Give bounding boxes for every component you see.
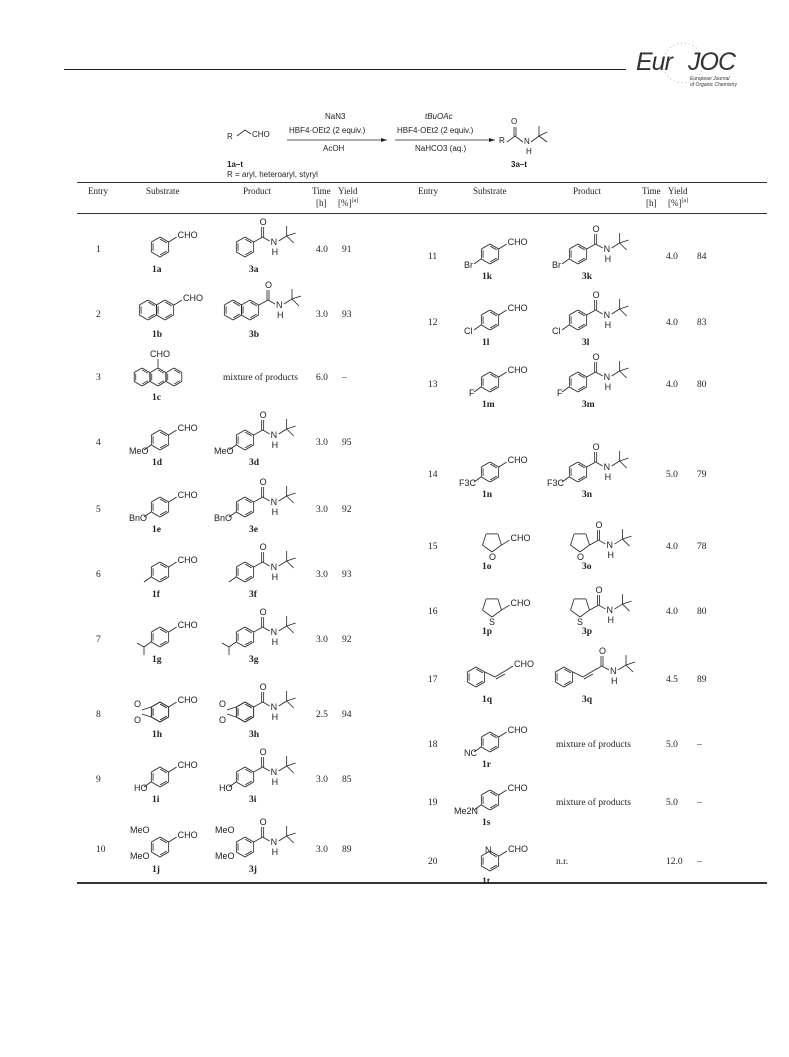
n-label: N (606, 540, 614, 551)
reaction-yield: – (342, 373, 347, 383)
substrate-structure (454, 774, 560, 825)
reaction-time: 3.0 (316, 310, 328, 320)
heteroatom-label: O (489, 552, 497, 562)
h-label: H (604, 382, 612, 392)
o-label: O (592, 352, 600, 362)
product-note: n.r. (556, 857, 569, 867)
scheme-product-r: R (499, 136, 505, 145)
substrate-label: 1m (482, 400, 495, 410)
reaction-time: 3.0 (316, 845, 328, 855)
table-entry: 15 (428, 542, 438, 552)
reaction-yield: 89 (342, 845, 352, 855)
product-structure (215, 542, 315, 597)
o-label: O (259, 542, 267, 552)
substituent-label: F3C (459, 478, 477, 488)
substrate-label: 1r (482, 760, 491, 770)
o-label: O (219, 699, 227, 709)
product-label: 3h (249, 730, 260, 740)
reaction-time: 4.0 (666, 318, 678, 328)
reaction-yield: 95 (342, 438, 352, 448)
reaction-yield: 92 (342, 635, 352, 645)
cho-label: CHO (507, 237, 528, 247)
o-label: O (134, 699, 142, 709)
scheme-start-label: 1a–t (227, 160, 244, 169)
reaction-time: 5.0 (666, 470, 678, 480)
substituent-label: F (469, 388, 475, 398)
substituent-label: BnO (214, 513, 233, 523)
o-label: O (134, 715, 142, 725)
n-label: N (270, 562, 278, 572)
scheme-product-o: O (511, 117, 518, 126)
cho-label: CHO (183, 293, 203, 303)
scheme-reactant: CHO (252, 130, 270, 139)
n-label: N (270, 237, 278, 247)
n-label: N (603, 310, 611, 320)
header-product-left: Product (243, 186, 271, 196)
o-label: O (259, 747, 267, 757)
reaction-yield: 84 (697, 252, 707, 262)
product-structure (548, 352, 648, 407)
cho-label: CHO (507, 455, 528, 465)
substituent-label: MeO (129, 446, 149, 456)
h-label: H (607, 615, 615, 626)
h-label: H (271, 247, 279, 257)
table-entry: 12 (428, 318, 438, 328)
cho-label: CHO (177, 695, 198, 705)
table-top-rule (77, 182, 767, 183)
product-label: 3o (582, 562, 592, 572)
reaction-yield: 89 (697, 675, 707, 685)
reaction-scheme (225, 108, 565, 180)
table-header-rule (77, 213, 767, 214)
o-label: O (595, 520, 603, 531)
scheme-step1-solvent: AcOH (323, 144, 345, 153)
o-label: O (592, 442, 600, 452)
heteroatom-label: O (577, 552, 585, 562)
substituent-label: NC (464, 748, 477, 758)
header-product-right: Product (573, 186, 601, 196)
header-yield-right: Yield (668, 186, 688, 196)
cho-label: CHO (177, 830, 198, 840)
reaction-yield: 78 (697, 542, 707, 552)
cho-label: CHO (177, 620, 198, 630)
product-label: 3m (582, 400, 595, 410)
product-label: 3f (249, 590, 257, 600)
o-label: O (259, 607, 267, 617)
product-structure (215, 280, 315, 337)
substituent-label: MeO (214, 446, 234, 456)
substrate-label: 1j (152, 865, 160, 875)
header-yield-unit-right: [%][a] (668, 198, 689, 208)
o-label: O (592, 290, 600, 300)
o-label: O (592, 224, 600, 234)
header-time-unit-right: [h] (646, 198, 657, 208)
cho-label: CHO (177, 490, 198, 500)
n-label: N (603, 372, 611, 382)
reaction-yield: 91 (342, 245, 352, 255)
substrate-label: 1c (152, 393, 161, 403)
table-entry: 10 (96, 845, 106, 855)
n-label: N (270, 430, 278, 440)
reaction-yield: 93 (342, 570, 352, 580)
o-label: O (259, 477, 267, 487)
reaction-time: 12.0 (666, 857, 683, 867)
substrate-label: 1l (482, 338, 490, 348)
product-label: 3p (582, 627, 593, 637)
substituent-label: F3C (547, 478, 565, 488)
scheme-product-n: N (524, 137, 530, 146)
scheme-product-h: H (526, 147, 532, 156)
o-label: O (219, 715, 227, 725)
substituent-label: Br (552, 260, 561, 270)
table-entry: 13 (428, 380, 438, 390)
table-entry: 4 (96, 438, 101, 448)
substrate-label: 1g (152, 655, 162, 665)
table-entry: 19 (428, 798, 438, 808)
h-label: H (271, 777, 279, 787)
product-structure (215, 607, 315, 662)
o-label: O (259, 410, 267, 420)
reaction-time: 5.0 (666, 740, 678, 750)
reaction-yield: 94 (342, 710, 352, 720)
scheme-r-definition: R = aryl, heteroaryl, styryl (227, 170, 318, 179)
product-structure (547, 442, 648, 497)
n-label: N (603, 244, 611, 254)
n-label: N (606, 605, 614, 616)
header-entry-right: Entry (418, 186, 438, 196)
meo-label: MeO (130, 825, 150, 835)
substrate-structure (460, 716, 560, 767)
substrate-label: 1k (482, 272, 493, 282)
substituent-label: F (557, 388, 563, 398)
product-label: 3a (249, 265, 259, 275)
reaction-time: 4.5 (666, 675, 678, 685)
substrate-label: 1e (152, 525, 161, 535)
cho-label: CHO (507, 783, 528, 793)
n-label: N (270, 497, 278, 507)
header-rule (64, 69, 626, 70)
product-label: 3d (249, 458, 260, 468)
o-label: O (259, 817, 267, 827)
reaction-time: 3.0 (316, 635, 328, 645)
product-structure (548, 583, 648, 634)
table-entry: 7 (96, 635, 101, 645)
substrate-label: 1d (152, 458, 163, 468)
substituent-label: Cl (464, 326, 473, 336)
header-substrate-left: Substrate (146, 186, 180, 196)
cho-label: CHO (177, 423, 198, 433)
n-label: N (270, 767, 278, 777)
n-label: N (603, 462, 611, 472)
cho-label: CHO (514, 659, 534, 669)
substituent-label: BnO (129, 513, 148, 523)
reaction-yield: – (697, 857, 702, 867)
substrate-structure (460, 228, 560, 279)
meo-label: MeO (130, 851, 150, 861)
table-entry: 5 (96, 505, 101, 515)
meo-label: MeO (215, 851, 235, 861)
meo-label: MeO (215, 825, 235, 835)
reaction-time: 4.0 (666, 607, 678, 617)
product-structure (548, 290, 648, 345)
table-entry: 11 (428, 252, 438, 262)
reaction-time: 3.0 (316, 505, 328, 515)
substrate-structure (130, 349, 230, 400)
reaction-yield: 92 (342, 505, 352, 515)
cho-label: CHO (150, 349, 170, 359)
substrate-structure (460, 651, 560, 702)
substituent-label: Br (464, 260, 473, 270)
cho-label: CHO (510, 598, 531, 609)
table-entry: 18 (428, 740, 438, 750)
product-note: mixture of products (556, 798, 631, 808)
substituent-label: HO (134, 783, 148, 793)
reaction-yield: 93 (342, 310, 352, 320)
cho-label: CHO (510, 533, 531, 544)
product-label: 3i (249, 795, 257, 805)
table-entry: 3 (96, 373, 101, 383)
cho-label: CHO (177, 230, 198, 240)
header-yield-left: Yield (338, 186, 358, 196)
table-entry: 14 (428, 470, 438, 480)
reaction-time: 5.0 (666, 798, 678, 808)
reaction-yield: 80 (697, 607, 707, 617)
h-label: H (271, 712, 279, 722)
substrate-label: 1f (152, 590, 160, 600)
o-label: O (259, 682, 267, 692)
substrate-structure (460, 356, 560, 407)
table-entry: 6 (96, 570, 101, 580)
o-label: O (259, 217, 267, 227)
scheme-step1-reagent: NaN3 (325, 112, 346, 121)
header-time-unit-left: [h] (316, 198, 327, 208)
substrate-structure (460, 446, 560, 497)
h-label: H (277, 310, 284, 320)
substrate-label: 1b (152, 330, 163, 340)
substrate-label: 1i (152, 795, 160, 805)
product-structure (214, 410, 315, 465)
reaction-time: 2.5 (316, 710, 328, 720)
scheme-product-label: 3a–t (511, 160, 528, 169)
product-label: 3k (582, 272, 593, 282)
product-structure (215, 682, 315, 737)
header-entry-left: Entry (88, 186, 108, 196)
reaction-time: 4.0 (666, 380, 678, 390)
product-label: 3n (582, 490, 593, 500)
reaction-yield: 83 (697, 318, 707, 328)
product-structure (548, 646, 648, 702)
cho-label: CHO (177, 555, 198, 565)
n-label: N (610, 666, 617, 676)
logo-joc: JOC (688, 48, 735, 76)
cho-label: CHO (177, 760, 198, 770)
logo-subtitle: European Journal of Organic Chemistry (690, 76, 737, 88)
cho-label: CHO (507, 303, 528, 313)
o-label: O (599, 646, 607, 656)
substrate-label: 1a (152, 265, 162, 275)
product-label: 3b (249, 330, 260, 340)
header-substrate-right: Substrate (473, 186, 507, 196)
h-label: H (271, 847, 279, 857)
cho-label: CHO (507, 365, 528, 375)
table-entry: 9 (96, 775, 101, 785)
header-time-right: Time (642, 186, 661, 196)
product-structure (215, 217, 315, 272)
h-label: H (604, 320, 612, 330)
product-note: mixture of products (556, 740, 631, 750)
substrate-structure (460, 518, 560, 569)
h-label: H (271, 572, 279, 582)
table-entry: 16 (428, 607, 438, 617)
product-structure (215, 817, 315, 872)
cho-label: CHO (508, 844, 528, 854)
table-entry: 17 (428, 675, 438, 685)
substrate-label: 1n (482, 490, 493, 500)
n-label: N (276, 300, 283, 310)
scheme-r: R (227, 132, 233, 141)
h-label: H (604, 472, 612, 482)
substrate-structure (460, 833, 560, 884)
substrate-label: 1o (482, 562, 492, 572)
reaction-yield: 85 (342, 775, 352, 785)
product-structure (548, 224, 648, 279)
reaction-yield: – (697, 740, 702, 750)
table-bottom-rule (77, 882, 767, 884)
substrate-structure (460, 294, 560, 345)
table-entry: 1 (96, 245, 101, 255)
substituent-label: HO (219, 783, 233, 793)
product-label: 3l (582, 338, 590, 348)
table-entry: 2 (96, 310, 101, 320)
h-label: H (271, 507, 279, 517)
heteroatom-label: S (577, 617, 584, 627)
reaction-time: 3.0 (316, 570, 328, 580)
cho-label: CHO (507, 725, 528, 735)
reaction-yield: 80 (697, 380, 707, 390)
product-label: 3q (582, 695, 593, 705)
n-label: N (270, 837, 278, 847)
reaction-yield: 79 (697, 470, 707, 480)
scheme-step2-acid: HBF4·OEt2 (2 equiv.) (397, 126, 474, 135)
n-label: N (270, 627, 278, 637)
substrate-label: 1h (152, 730, 163, 740)
product-label: 3e (249, 525, 258, 535)
h-label: H (271, 440, 279, 450)
substrate-label: 1t (482, 877, 490, 887)
h-label: H (604, 254, 612, 264)
reaction-time: 3.0 (316, 775, 328, 785)
ring-n-label: N (485, 845, 492, 855)
substrate-label: 1q (482, 695, 493, 705)
table-entry: 8 (96, 710, 101, 720)
substrate-structure (460, 583, 560, 634)
product-label: 3j (249, 865, 257, 875)
product-structure (548, 518, 648, 569)
header-time-left: Time (312, 186, 331, 196)
h-label: H (607, 550, 615, 561)
scheme-step2-reagent: tBuOAc (425, 112, 453, 121)
product-note: mixture of products (223, 373, 298, 383)
reaction-time: 4.0 (316, 245, 328, 255)
scheme-step1-acid: HBF4·OEt2 (2 equiv.) (289, 126, 366, 135)
n-label: N (270, 702, 278, 712)
scheme-step2-workup: NaHCO3 (aq.) (415, 144, 467, 153)
reaction-yield: – (697, 798, 702, 808)
h-label: H (611, 676, 618, 686)
o-label: O (595, 585, 603, 596)
reaction-time: 6.0 (316, 373, 328, 383)
reaction-time: 3.0 (316, 438, 328, 448)
product-structure (215, 747, 315, 802)
logo-eur: Eur (636, 48, 672, 76)
journal-logo (628, 38, 738, 88)
heteroatom-label: S (489, 617, 496, 627)
substituent-label: Me2N (454, 806, 479, 816)
substrate-label: 1p (482, 627, 493, 637)
product-structure (214, 477, 315, 532)
o-label: O (265, 280, 273, 290)
table-entry: 20 (428, 857, 438, 867)
h-label: H (271, 637, 279, 647)
reaction-time: 4.0 (666, 542, 678, 552)
reaction-time: 4.0 (666, 252, 678, 262)
substituent-label: Cl (552, 326, 561, 336)
substrate-label: 1s (482, 818, 491, 828)
header-yield-unit-left: [%][a] (338, 198, 359, 208)
product-label: 3g (249, 655, 259, 665)
